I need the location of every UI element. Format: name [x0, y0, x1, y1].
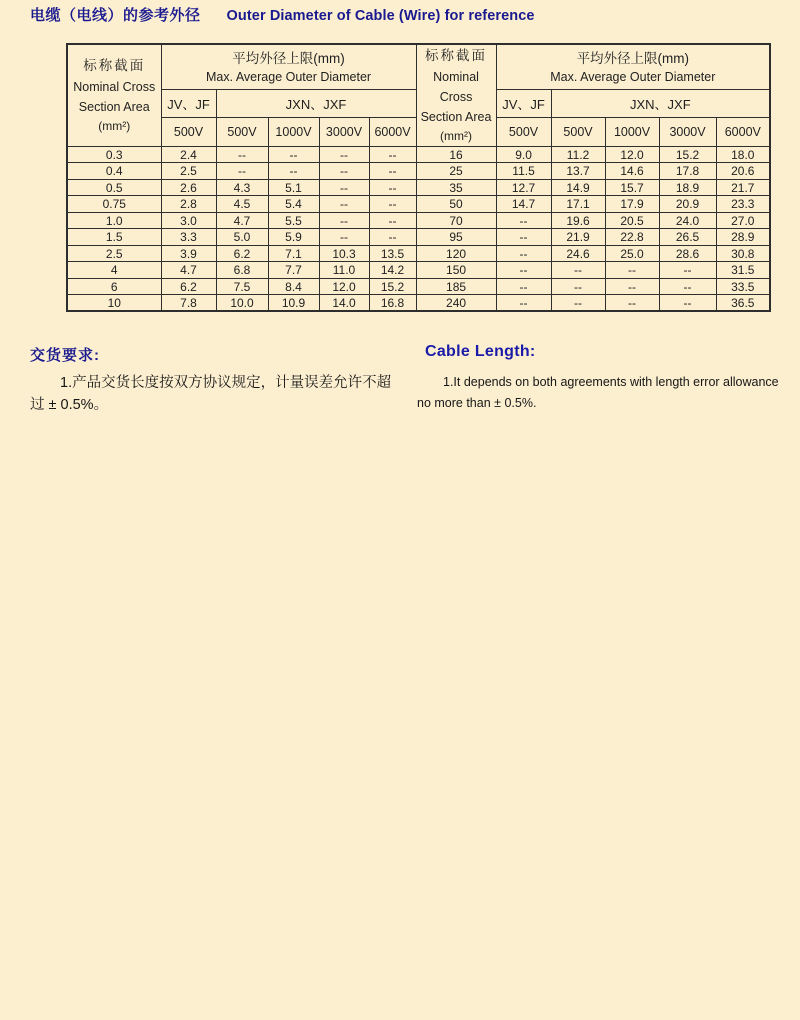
table-cell: 7.5 [216, 278, 268, 295]
header-nominal-right-en2: Section Area [420, 109, 492, 124]
cable-length-text [417, 372, 789, 414]
table-cell: 18.9 [659, 179, 716, 196]
table-row [67, 196, 770, 213]
table-cell: 185 [416, 278, 496, 295]
table-cell: 2.8 [161, 196, 216, 213]
table-cell: 2.6 [161, 179, 216, 196]
table-cell: -- [659, 278, 716, 295]
table-cell: -- [496, 229, 551, 246]
delivery-requirements-line1: 1.产品交货长度按双方协议规定，计量误差允许不超 [60, 375, 392, 391]
header-maxdiameter-right [496, 44, 770, 90]
table-cell: 10 [67, 295, 161, 312]
table-cell: 95 [416, 229, 496, 246]
table-cell: 50 [416, 196, 496, 213]
table-cell: 14.6 [605, 163, 659, 180]
table-cell: -- [496, 262, 551, 279]
table-cell: 17.9 [605, 196, 659, 213]
table-cell: -- [496, 245, 551, 262]
table-cell: 8.4 [268, 278, 319, 295]
table-cell: 10.3 [319, 245, 369, 262]
table-cell: 6 [67, 278, 161, 295]
header-nominal-left-unit: (mm²) [98, 118, 131, 133]
cable-length-heading: Cable Length: [425, 343, 536, 360]
table-cell: 4 [67, 262, 161, 279]
header-jvjf-left: JV、JF [161, 90, 216, 118]
table-cell: 27.0 [716, 212, 770, 229]
table-cell: -- [369, 212, 416, 229]
table-cell: 7.7 [268, 262, 319, 279]
header-nominal-right-en1: Nominal Cross [433, 69, 479, 104]
header-jxnjxf-left: JXN、JXF [216, 90, 416, 118]
table-cell: 15.2 [369, 278, 416, 295]
header-maxdiameter-right-zh: 平均外径上限(mm) [576, 50, 690, 66]
table-cell: 24.0 [659, 212, 716, 229]
table-cell: 25 [416, 163, 496, 180]
header-voltage: 6000V [369, 118, 416, 147]
header-jvjf-right: JV、JF [496, 90, 551, 118]
table-cell: -- [216, 146, 268, 163]
table-cell: -- [268, 163, 319, 180]
cable-length-line2: no more than ± 0.5%. [417, 396, 537, 410]
table-cell: 30.8 [716, 245, 770, 262]
header-voltage: 500V [496, 118, 551, 147]
table-cell: 240 [416, 295, 496, 312]
table-cell: 13.5 [369, 245, 416, 262]
header-nominal-left [67, 44, 161, 146]
table-row [67, 229, 770, 246]
table-cell: 2.4 [161, 146, 216, 163]
table-cell: 5.9 [268, 229, 319, 246]
table-cell: 13.7 [551, 163, 605, 180]
table-cell: -- [319, 212, 369, 229]
cable-length-line1: 1.It depends on both agreements with length error allowance [443, 375, 779, 389]
table-cell: 2.5 [67, 245, 161, 262]
table-cell: 14.7 [496, 196, 551, 213]
table-row [67, 278, 770, 295]
table-cell: -- [605, 262, 659, 279]
table-cell: 7.8 [161, 295, 216, 312]
table-cell: 10.9 [268, 295, 319, 312]
table-cell: 7.1 [268, 245, 319, 262]
table-cell: 35 [416, 179, 496, 196]
table-cell: -- [605, 278, 659, 295]
header-voltage: 3000V [319, 118, 369, 147]
table-cell: 21.7 [716, 179, 770, 196]
page-title-english: Outer Diameter of Cable (Wire) for reference [226, 8, 535, 24]
table-cell: 15.2 [659, 146, 716, 163]
table-cell: -- [551, 278, 605, 295]
header-nominal-right-zh: 标称截面 [425, 48, 488, 63]
table-cell: 5.4 [268, 196, 319, 213]
header-nominal-left-zh: 标称截面 [83, 58, 146, 73]
table-cell: 20.5 [605, 212, 659, 229]
table-cell: 16.8 [369, 295, 416, 312]
table-cell: 24.6 [551, 245, 605, 262]
table-row [67, 179, 770, 196]
table-cell: 26.5 [659, 229, 716, 246]
table-cell: 4.3 [216, 179, 268, 196]
header-nominal-left-en2: Section Area [78, 99, 150, 114]
table-cell: 5.5 [268, 212, 319, 229]
table-cell: 28.6 [659, 245, 716, 262]
page-title-chinese: 电缆（电线）的参考外径 [30, 7, 201, 24]
header-voltage: 3000V [659, 118, 716, 147]
table-cell: 5.0 [216, 229, 268, 246]
header-nominal-right-unit: (mm²) [440, 128, 473, 143]
table-cell: 10.0 [216, 295, 268, 312]
table-cell: 5.1 [268, 179, 319, 196]
table-cell: -- [496, 212, 551, 229]
table-row [67, 163, 770, 180]
table-cell: 17.8 [659, 163, 716, 180]
header-jxnjxf-right: JXN、JXF [551, 90, 770, 118]
header-voltage: 1000V [605, 118, 659, 147]
header-voltage: 500V [551, 118, 605, 147]
table-cell: -- [369, 229, 416, 246]
table-cell: -- [605, 295, 659, 312]
header-maxdiameter-left-zh: 平均外径上限(mm) [232, 50, 345, 66]
table-cell: 14.2 [369, 262, 416, 279]
table-cell: 11.0 [319, 262, 369, 279]
table-cell: 150 [416, 262, 496, 279]
table-cell: 2.5 [161, 163, 216, 180]
table-cell: 21.9 [551, 229, 605, 246]
table-cell: 11.5 [496, 163, 551, 180]
table-cell: 6.8 [216, 262, 268, 279]
table-cell: 12.0 [319, 278, 369, 295]
table-cell: 12.0 [605, 146, 659, 163]
table-row [67, 295, 770, 312]
table-cell: -- [319, 229, 369, 246]
table-cell: 23.3 [716, 196, 770, 213]
table-cell: 20.6 [716, 163, 770, 180]
delivery-requirements-text [30, 372, 408, 416]
table-cell: -- [319, 196, 369, 213]
table-cell: -- [319, 179, 369, 196]
table-cell: 17.1 [551, 196, 605, 213]
table-cell: 15.7 [605, 179, 659, 196]
header-voltage: 500V [161, 118, 216, 147]
table-cell: 22.8 [605, 229, 659, 246]
table-cell: 18.0 [716, 146, 770, 163]
table-cell: 4.5 [216, 196, 268, 213]
header-maxdiameter-right-en: Max. Average Outer Diameter [550, 69, 716, 84]
table-cell: -- [659, 262, 716, 279]
table-cell: -- [659, 295, 716, 312]
table-cell: 19.6 [551, 212, 605, 229]
table-cell: 11.2 [551, 146, 605, 163]
table-row [67, 146, 770, 163]
table-cell: -- [369, 146, 416, 163]
table-row [67, 245, 770, 262]
table-cell: -- [369, 163, 416, 180]
table-row [67, 212, 770, 229]
table-header-row-group [67, 44, 770, 90]
header-voltage: 1000V [268, 118, 319, 147]
table-cell: 6.2 [216, 245, 268, 262]
table-cell: 0.3 [67, 146, 161, 163]
table-cell: 31.5 [716, 262, 770, 279]
header-voltage: 500V [216, 118, 268, 147]
table-cell: 3.9 [161, 245, 216, 262]
table-cell: 6.2 [161, 278, 216, 295]
table-cell: 4.7 [161, 262, 216, 279]
table-cell: -- [268, 146, 319, 163]
table-cell: 70 [416, 212, 496, 229]
table-cell: 36.5 [716, 295, 770, 312]
table-cell: 14.9 [551, 179, 605, 196]
table-cell: 0.75 [67, 196, 161, 213]
header-maxdiameter-left [161, 44, 416, 90]
table-cell: 9.0 [496, 146, 551, 163]
table-cell: 16 [416, 146, 496, 163]
table-cell: -- [319, 146, 369, 163]
table-cell: 3.3 [161, 229, 216, 246]
table-cell: 3.0 [161, 212, 216, 229]
table-cell: -- [216, 163, 268, 180]
table-cell: 33.5 [716, 278, 770, 295]
table-cell: 1.5 [67, 229, 161, 246]
table-cell: -- [369, 196, 416, 213]
table-cell: 1.0 [67, 212, 161, 229]
table-cell: 14.0 [319, 295, 369, 312]
delivery-requirements-heading: 交货要求: [30, 347, 100, 364]
header-maxdiameter-left-en: Max. Average Outer Diameter [205, 69, 372, 84]
header-nominal-right [416, 44, 496, 146]
table-cell: 12.7 [496, 179, 551, 196]
cable-diameter-table [66, 43, 771, 312]
table-cell: -- [319, 163, 369, 180]
header-nominal-left-en1: Nominal Cross [73, 79, 156, 94]
table-cell: -- [496, 278, 551, 295]
table-cell: 20.9 [659, 196, 716, 213]
delivery-requirements-line2: 过 ± 0.5%。 [30, 397, 109, 413]
table-cell: -- [496, 295, 551, 312]
table-cell: -- [551, 262, 605, 279]
table-row [67, 262, 770, 279]
table-cell: 120 [416, 245, 496, 262]
table-cell: 0.5 [67, 179, 161, 196]
table-cell: -- [551, 295, 605, 312]
table-body [67, 146, 770, 311]
table-cell: 25.0 [605, 245, 659, 262]
page-title [30, 4, 535, 25]
table-cell: 0.4 [67, 163, 161, 180]
table-cell: -- [369, 179, 416, 196]
header-voltage: 6000V [716, 118, 770, 147]
table-cell: 28.9 [716, 229, 770, 246]
table-cell: 4.7 [216, 212, 268, 229]
